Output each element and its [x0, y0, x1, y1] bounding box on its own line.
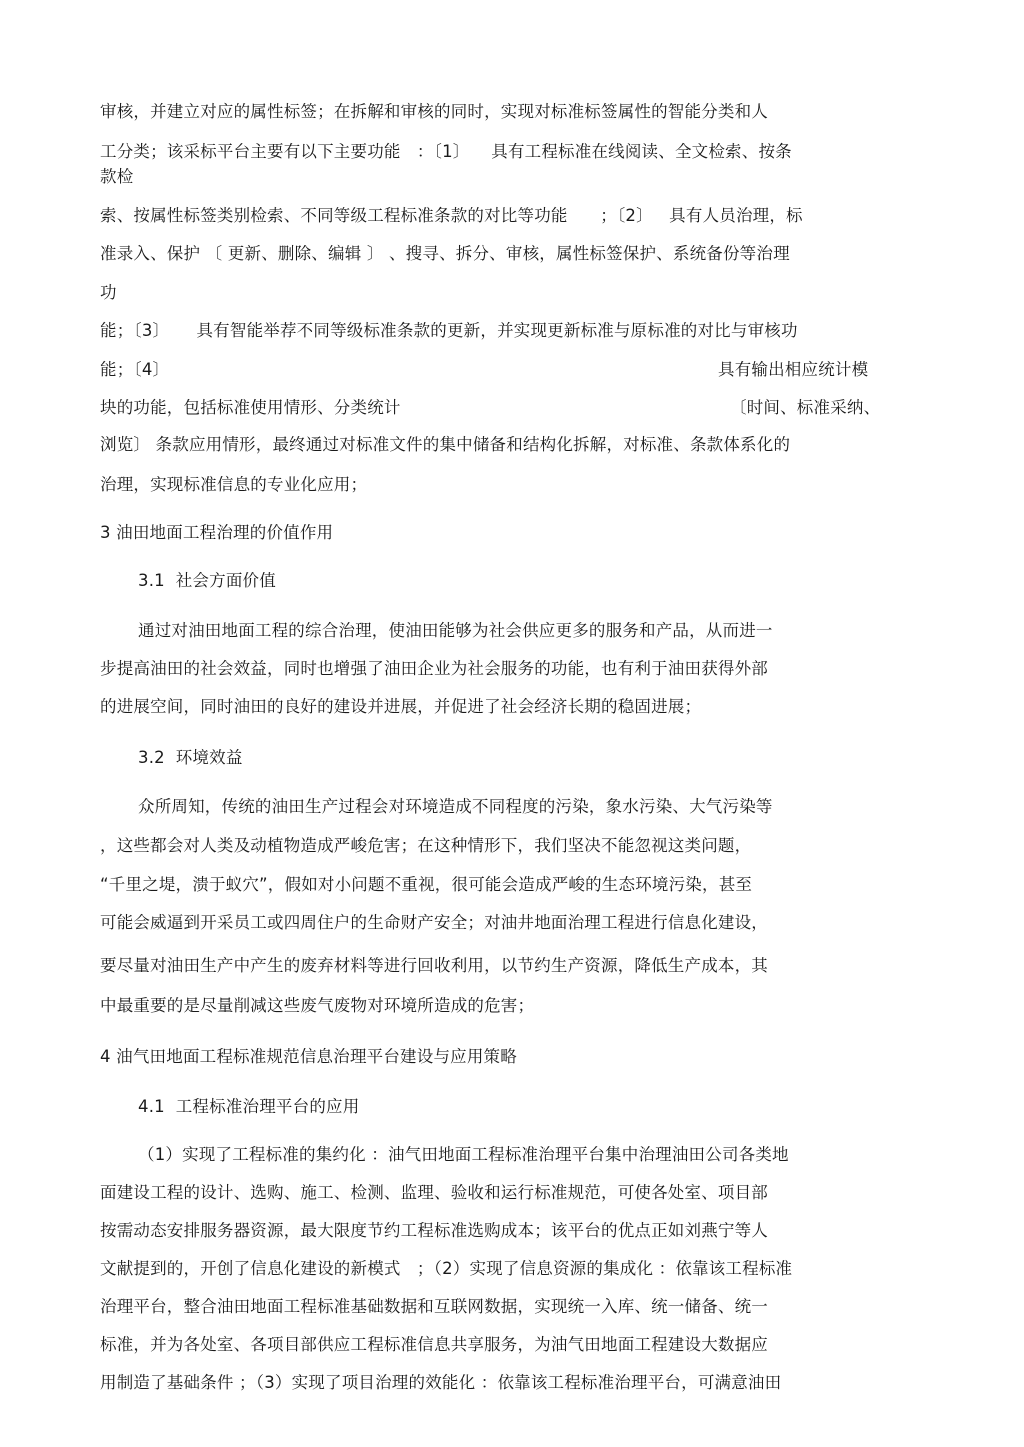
- section-heading: 3 油田地面工程治理的价值作用: [100, 523, 334, 542]
- paragraph-line: “千里之堤，溃于蚁穴”，假如对小问题不重视，很可能会造成严峻的生态环境污染，甚至: [100, 875, 753, 894]
- paragraph-line: 众所周知，传统的油田生产过程会对环境造成不同程度的污染，象水污染、大气污染等: [138, 797, 773, 816]
- paragraph-line: ，这些都会对人类及动植物造成严峻危害；在这种情形下，我们坚决不能忽视这类问题，: [100, 836, 752, 855]
- paragraph-line: 准录入、保护 〔 更新、删除、编辑 〕 、搜寻、拆分、审核，属性标签保护、系统备份等治理: [100, 244, 790, 263]
- subsection-heading: 3.2 环境效益: [138, 748, 243, 767]
- paragraph-line: 审核，并建立对应的属性标签；在拆解和审核的同时，实现对标准标签属性的智能分类和人: [100, 102, 768, 121]
- paragraph-line: 浏览〕 条款应用情形，最终通过对标准文件的集中储备和结构化拆解，对标准、条款体系化的: [100, 435, 791, 454]
- paragraph-line: 治理平台，整合油田地面工程标准基础数据和互联网数据，实现统一入库、统一储备、统一: [100, 1297, 768, 1316]
- paragraph-line: 中最重要的是尽量削减这些废气废物对环境所造成的危害；: [100, 996, 535, 1015]
- paragraph-line: 通过对油田地面工程的综合治理，使油田能够为社会供应更多的服务和产品，从而进一: [138, 621, 773, 640]
- paragraph-line: 文献提到的，开创了信息化建设的新模式 ；（2）实现了信息资源的集成化 ：依靠该工程标准: [100, 1259, 793, 1278]
- paragraph-line: 能；〔4〕: [100, 360, 170, 379]
- paragraph-line: 用制造了基础条件 ；（3）实现了项目治理的效能化 ：依靠该工程标准治理平台，可满意油田: [100, 1373, 782, 1392]
- paragraph-line: 工分类；该采标平台主要有以下主要功能 ：〔1〕 具有工程标准在线阅读、全文检索、按条: [100, 142, 792, 161]
- paragraph-line: 可能会威逼到开采员工或四周住户的生命财产安全；对油井地面治理工程进行信息化建设，: [100, 913, 768, 932]
- paragraph-line: 按需动态安排服务器资源，最大限度节约工程标准选购成本；该平台的优点正如刘燕宁等人: [100, 1221, 768, 1240]
- paragraph-line: 面建设工程的设计、选购、施工、检测、监理、验收和运行标准规范，可使各处室、项目部: [100, 1183, 768, 1202]
- paragraph-line: 的进展空间，同时油田的良好的建设并进展，并促进了社会经济长期的稳固进展；: [100, 697, 702, 716]
- subsection-heading: 3.1 社会方面价值: [138, 571, 276, 590]
- paragraph-line: （1）实现了工程标准的集约化 ：油气田地面工程标准治理平台集中治理油田公司各类地: [138, 1145, 789, 1164]
- paragraph-line: 款检: [100, 167, 134, 186]
- paragraph-line: 能；〔3〕 具有智能举荐不同等级标准条款的更新，并实现更新标准与原标准的对比与审核功: [100, 321, 798, 340]
- paragraph-line: 要尽量对油田生产中产生的废弃材料等进行回收利用，以节约生产资源，降低生产成本，其: [100, 956, 768, 975]
- paragraph-line: 步提高油田的社会效益，同时也增强了油田企业为社会服务的功能，也有利于油田获得外部: [100, 659, 768, 678]
- paragraph-line: 块的功能，包括标准使用情形、分类统计: [100, 398, 401, 417]
- subsection-heading: 4.1 工程标准治理平台的应用: [138, 1097, 360, 1116]
- paragraph-line: 索、按属性标签类别检索、不同等级工程标准条款的对比等功能 ；〔2〕 具有人员治理，标: [100, 206, 803, 225]
- paragraph-line: 〔时间、标准采纳、: [730, 398, 881, 417]
- paragraph-line: 标准，并为各处室、各项目部供应工程标准信息共享服务，为油气田地面工程建设大数据应: [100, 1335, 768, 1354]
- paragraph-line: 具有输出相应统计模: [718, 360, 869, 379]
- paragraph-line: 功: [100, 283, 117, 302]
- section-heading: 4 油气田地面工程标准规范信息治理平台建设与应用策略: [100, 1047, 517, 1066]
- paragraph-line: 治理，实现标准信息的专业化应用；: [100, 475, 368, 494]
